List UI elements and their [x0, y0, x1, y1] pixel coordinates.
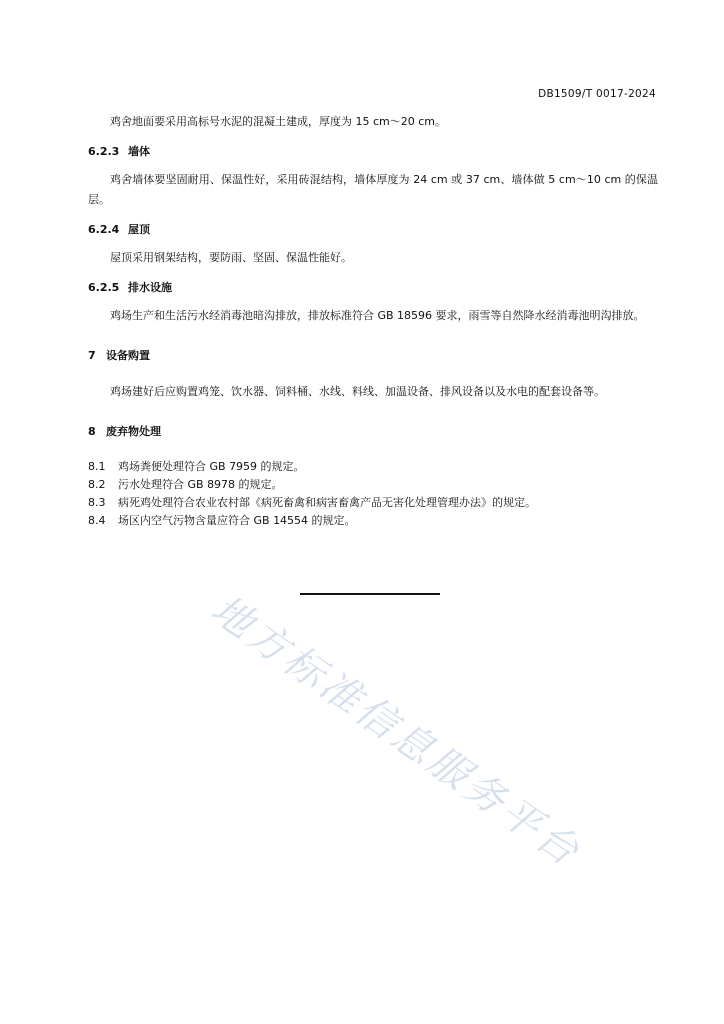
list-item: [88, 458, 658, 476]
section-number: 6.2.3: [88, 145, 120, 158]
section-6-2-3-heading: [88, 144, 658, 160]
section-6-2-5-heading: [88, 280, 658, 296]
watermark: 地方标准信息服务平台: [202, 586, 590, 877]
item-text: 污水处理符合 GB 8978 的规定。: [118, 478, 283, 491]
section-title: 屋顶: [128, 223, 150, 236]
section-8-heading: [88, 424, 658, 440]
section-title: 排水设施: [128, 281, 172, 294]
roof-paragraph: 屋顶采用钢架结构，要防雨、坚固、保温性能好。: [110, 251, 352, 264]
item-text: 场区内空气污物含量应符合 GB 14554 的规定。: [118, 514, 356, 527]
item-text: 病死鸡处理符合农业农村部《病死畜禽和病害畜禽产品无害化处理管理办法》的规定。: [118, 496, 536, 509]
section-6-2-4-heading: [88, 222, 658, 238]
item-number: 8.1: [88, 460, 106, 473]
list-item: [88, 476, 658, 494]
section-title: 墙体: [128, 145, 150, 158]
wall-paragraph: 鸡舍墙体要坚固耐用、保温性好，采用砖混结构，墙体厚度为 24 cm 或 37 cm、墙体做 5 cm～10 cm 的保温层。: [88, 173, 658, 206]
section-number: 7: [88, 349, 96, 362]
section-7-heading: [88, 348, 658, 364]
section-number: 8: [88, 425, 96, 438]
document-code: DB1509/T 0017-2024: [538, 88, 656, 100]
list-item: [88, 512, 658, 530]
item-number: 8.3: [88, 496, 106, 509]
section-number: 6.2.4: [88, 223, 120, 236]
equipment-paragraph: 鸡场建好后应购置鸡笼、饮水器、饲料桶、水线、料线、加温设备、排风设备以及水电的配套设备等。: [110, 385, 605, 398]
end-of-document-rule: [300, 593, 440, 595]
section-title: 废弃物处理: [106, 425, 161, 438]
item-number: 8.2: [88, 478, 106, 491]
section-number: 6.2.5: [88, 281, 120, 294]
document-body: [88, 112, 658, 530]
item-text: 鸡场粪便处理符合 GB 7959 的规定。: [118, 460, 305, 473]
drainage-paragraph: 鸡场生产和生活污水经消毒池暗沟排放，排放标准符合 GB 18596 要求，雨雪等自然降水经消毒池明沟排放。: [110, 309, 645, 322]
section-title: 设备购置: [106, 349, 150, 362]
list-item: [88, 494, 658, 512]
item-number: 8.4: [88, 514, 106, 527]
floor-paragraph: 鸡舍地面要采用高标号水泥的混凝土建成，厚度为 15 cm～20 cm。: [110, 115, 447, 128]
